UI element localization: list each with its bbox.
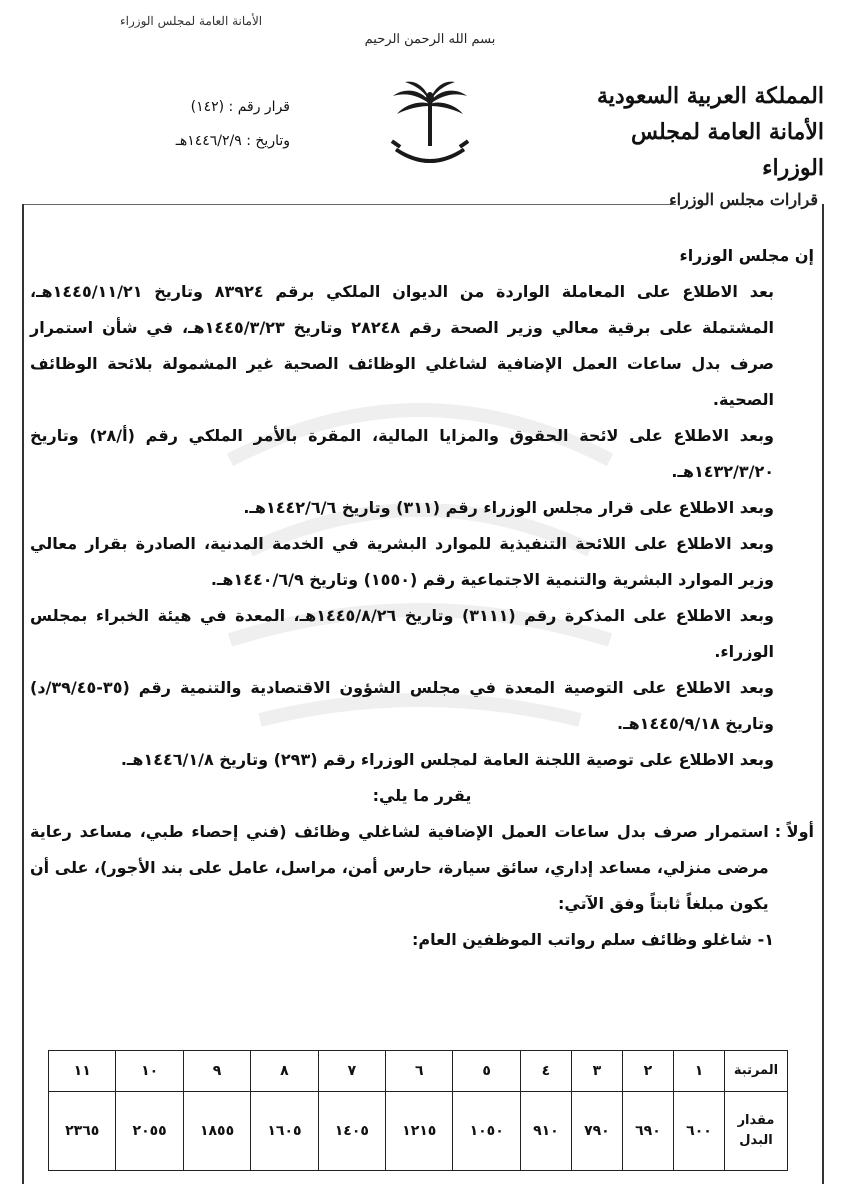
grade-cell: ٨ xyxy=(251,1051,318,1092)
amount-cell: ١٤٠٥ xyxy=(318,1092,385,1171)
basmala: بسم الله الرحمن الرحيم xyxy=(364,32,496,47)
grade-cell: ١١ xyxy=(49,1051,116,1092)
clause-first xyxy=(30,814,814,922)
amount-cell: ٩١٠ xyxy=(520,1092,571,1171)
paragraph-7: وبعد الاطلاع على توصية اللجنة العامة لمجلس الوزراء رقم (٢٩٣) وتاريخ ١٤٤٦/١/٨هـ. xyxy=(120,750,774,769)
grade-cell: ١٠ xyxy=(116,1051,183,1092)
paragraph-3: وبعد الاطلاع على قرار مجلس الوزراء رقم (٣١١) وتاريخ ١٤٤٢/٦/٦هـ. xyxy=(243,498,774,517)
decision-date: وتاريخ : ١٤٤٦/٢/٩هـ xyxy=(175,133,290,149)
grade-cell: ٦ xyxy=(386,1051,453,1092)
clause-first-number: أولاً : xyxy=(774,822,814,841)
amount-cell: ٢٣٦٥ xyxy=(49,1092,116,1171)
amount-cell: ١٦٠٥ xyxy=(251,1092,318,1171)
decision-body xyxy=(30,238,814,958)
clause-first-text: استمرار صرف بدل ساعات العمل الإضافية لشاغلي وظائف (فني إحصاء طبي، مساعد رعاية مرضى منزلي، مساعد إداري، سائق سيارة، حارس أمن، مراسل، عامل على بند الأجور)، على أن يكون مبلغاً ثابتاً وفق الآتي: xyxy=(30,822,769,913)
paragraph-1: بعد الاطلاع على المعاملة الواردة من الديوان الملكي برقم ٨٣٩٢٤ وتاريخ ١٤٤٥/١١/٢١هـ، المشتملة على برقية معالي وزير الصحة رقم ٢٨٢٤٨ وتاريخ ١٤٤٥/٣/٢٣هـ، في شأن استمرار صرف بدل ساعات العمل الإضافية لشاغلي الوظائف الصحية غير المشمولة بلائحة الوظائف الصحية. xyxy=(30,282,774,409)
opening-line: إن مجلس الوزراء xyxy=(679,246,814,265)
decides-heading: يقرر ما يلي: xyxy=(372,786,472,805)
paragraph-6: وبعد الاطلاع على التوصية المعدة في مجلس الشؤون الاقتصادية والتنمية رقم (٣٥-٣٩/٤٥/د) وتاريخ ١٤٤٥/٩/١٨هـ. xyxy=(30,678,774,733)
decision-number: قرار رقم : (١٤٢) xyxy=(190,99,290,115)
amounts-row xyxy=(49,1092,788,1171)
secretariat-name: الأمانة العامة لمجلس الوزراء xyxy=(630,119,824,181)
paragraph-4: وبعد الاطلاع على اللائحة التنفيذية للموارد البشرية في الخدمة المدنية، الصادرة بقرار معالي وزير الموارد البشرية والتنمية الاجتماعية رقم (١٥٥٠) وتاريخ ١٤٤٠/٦/٩هـ. xyxy=(30,534,774,589)
series-title: قرارات مجلس الوزراء xyxy=(669,190,818,209)
grade-cell: ٤ xyxy=(520,1051,571,1092)
grade-cell: ٥ xyxy=(453,1051,520,1092)
subclause-1: ١- شاغلو وظائف سلم رواتب الموظفين العام: xyxy=(412,930,774,949)
decision-info xyxy=(70,90,290,158)
grade-cell: ٩ xyxy=(183,1051,250,1092)
allowance-table xyxy=(48,1050,788,1171)
amount-label-cell: مقدار البدل xyxy=(725,1092,788,1171)
amount-cell: ١٢١٥ xyxy=(386,1092,453,1171)
paragraph-2: وبعد الاطلاع على لائحة الحقوق والمزايا المالية، المقرة بالأمر الملكي رقم (أ/٢٨) وتاريخ ١٤٣٢/٣/٢٠هـ. xyxy=(30,426,775,481)
grades-row xyxy=(49,1051,788,1092)
amount-cell: ٢٠٥٥ xyxy=(116,1092,183,1171)
top-small-heading: الأمانة العامة لمجلس الوزراء xyxy=(120,14,263,28)
issuer-heading xyxy=(564,78,824,186)
amount-cell: ١٨٥٥ xyxy=(183,1092,250,1171)
grade-cell: ٧ xyxy=(318,1051,385,1092)
grade-cell: ٣ xyxy=(571,1051,622,1092)
grade-cell: ٢ xyxy=(622,1051,673,1092)
grade-cell: ١ xyxy=(673,1051,724,1092)
grade-label-cell: المرتبة xyxy=(725,1051,788,1092)
amount-cell: ٦٠٠ xyxy=(673,1092,724,1171)
amount-cell: ٦٩٠ xyxy=(622,1092,673,1171)
palm-and-swords-icon xyxy=(385,78,475,178)
amount-cell: ٧٩٠ xyxy=(571,1092,622,1171)
paragraph-5: وبعد الاطلاع على المذكرة رقم (٣١١١) وتاريخ ١٤٤٥/٨/٢٦هـ، المعدة في هيئة الخبراء بمجلس الوزراء. xyxy=(30,606,774,661)
amount-cell: ١٠٥٠ xyxy=(453,1092,520,1171)
kingdom-name: المملكة العربية السعودية xyxy=(596,83,824,109)
